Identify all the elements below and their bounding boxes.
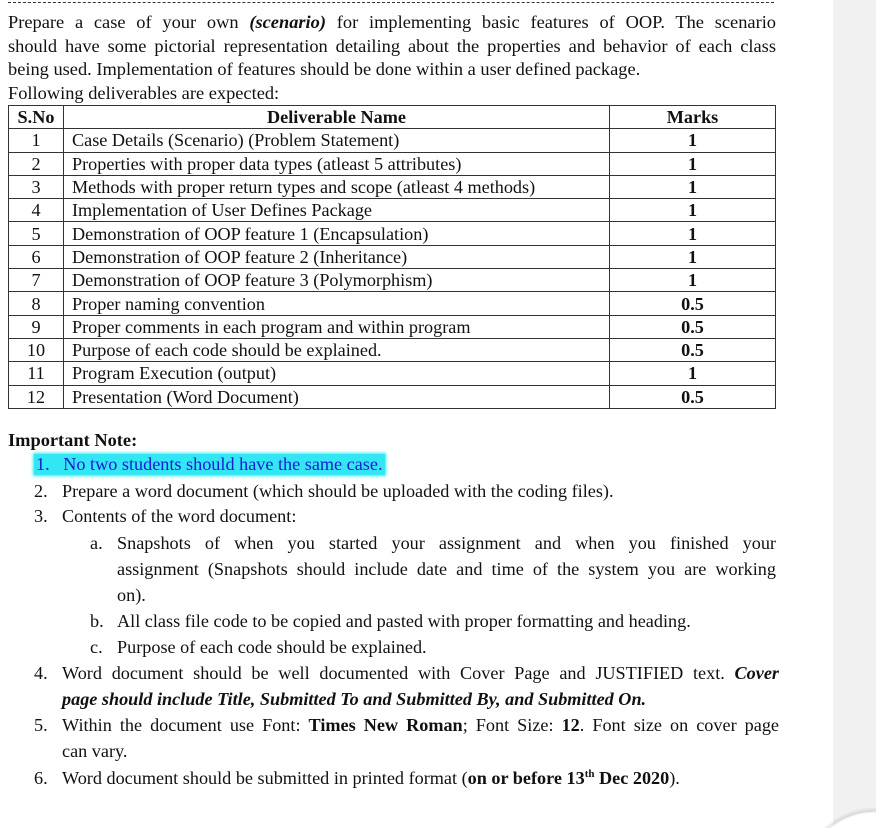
header-marks: Marks	[610, 106, 776, 129]
header-deliverable-name: Deliverable Name	[64, 106, 610, 129]
note-number: 5.	[34, 715, 48, 735]
row-sno: 9	[9, 315, 64, 338]
note-number: 4.	[34, 663, 48, 683]
row-sno: 3	[9, 175, 64, 198]
note-text-bold-italic: Cover	[734, 663, 779, 683]
intro-line-3: being used. Implementation of features should be done within a user defined package.	[8, 59, 641, 79]
table-row	[9, 338, 776, 361]
due-date-ordinal: th	[584, 767, 595, 780]
row-marks: 1	[610, 269, 776, 292]
table-row	[9, 385, 776, 408]
row-deliverable-name: Program Execution (output)	[64, 362, 610, 385]
table-row	[9, 129, 776, 152]
table-row	[9, 245, 776, 268]
row-sno: 8	[9, 292, 64, 315]
row-sno: 4	[9, 199, 64, 222]
note-number: 3.	[34, 506, 48, 526]
table-row	[9, 175, 776, 198]
row-deliverable-name: Properties with proper data types (atleast 5 attributes)	[64, 152, 610, 175]
note-line	[62, 660, 779, 686]
intro-paragraph	[8, 11, 776, 105]
note-text-plain: ).	[669, 768, 680, 788]
subitem-letter: c.	[90, 637, 103, 657]
note-text-plain: Within the document use Font:	[62, 715, 309, 735]
row-marks: 0.5	[610, 338, 776, 361]
page-margin-band	[833, 0, 876, 828]
scenario-emphasis: (scenario)	[249, 12, 326, 32]
row-marks: 0.5	[610, 385, 776, 408]
note-number: 6.	[34, 768, 48, 788]
table-row	[9, 269, 776, 292]
row-marks: 0.5	[610, 315, 776, 338]
row-marks: 1	[610, 245, 776, 268]
floating-action-button[interactable]	[800, 800, 876, 828]
row-marks: 1	[610, 129, 776, 152]
font-name-bold: Times New Roman	[308, 715, 463, 735]
table-row	[9, 315, 776, 338]
note-text-bold-italic: page should include Title, Submitted To and Submitted By, and Submitted On.	[62, 689, 647, 709]
note-text: No two students should have the same case.	[63, 454, 383, 474]
row-marks: 1	[610, 222, 776, 245]
note-line	[62, 712, 779, 738]
row-deliverable-name: Demonstration of OOP feature 3 (Polymorphism)	[64, 269, 610, 292]
subitem-line: assignment (Snapshots should include date and time of the system you are working	[117, 559, 776, 579]
subitem-letter: b.	[90, 611, 104, 631]
note-text: Contents of the word document:	[62, 506, 297, 526]
note-text-plain: . Font size on cover page	[579, 715, 779, 735]
note-text-plain: ; Font Size:	[462, 715, 562, 735]
subitem-text	[117, 530, 776, 608]
section-divider	[8, 2, 774, 3]
row-marks: 1	[610, 175, 776, 198]
row-sno: 1	[9, 129, 64, 152]
row-deliverable-name: Demonstration of OOP feature 2 (Inheritance)	[64, 245, 610, 268]
note-text	[62, 712, 779, 764]
header-sno: S.No	[9, 106, 64, 129]
table-row	[9, 222, 776, 245]
table-row	[9, 152, 776, 175]
intro-text: for implementing basic features of OOP. The scenario	[325, 12, 777, 32]
row-deliverable-name: Proper naming convention	[64, 292, 610, 315]
intro-line-1	[8, 11, 776, 35]
highlighted-note	[34, 454, 385, 475]
row-sno: 10	[9, 338, 64, 361]
row-deliverable-name: Case Details (Scenario) (Problem Statement)	[64, 129, 610, 152]
row-sno: 5	[9, 222, 64, 245]
table-header-row	[9, 106, 776, 129]
deliverables-table	[8, 105, 776, 409]
row-deliverable-name: Implementation of User Defines Package	[64, 199, 610, 222]
row-sno: 2	[9, 152, 64, 175]
important-note-heading: Important Note:	[8, 430, 138, 450]
subitem-letter: a.	[90, 533, 103, 553]
intro-text: Prepare a case of your own	[8, 12, 250, 32]
subitem-line: Snapshots of when you started your assignment and when you finished your	[117, 533, 776, 553]
row-marks: 1	[610, 152, 776, 175]
note-line: can vary.	[62, 741, 128, 761]
intro-line-2: should have some pictorial representation detailing about the properties and behavior of each class	[8, 35, 776, 56]
row-deliverable-name: Purpose of each code should be explained.	[64, 338, 610, 361]
note-text	[62, 765, 779, 791]
note-item-1	[34, 451, 779, 477]
font-size-bold: 12	[561, 715, 580, 735]
row-sno: 7	[9, 269, 64, 292]
row-sno: 6	[9, 245, 64, 268]
note-text	[62, 660, 779, 712]
due-date-part: Dec 2020	[594, 768, 670, 788]
table-row	[9, 199, 776, 222]
row-deliverable-name: Presentation (Word Document)	[64, 385, 610, 408]
row-deliverable-name: Demonstration of OOP feature 1 (Encapsulation)	[64, 222, 610, 245]
note-text-plain: Word document should be submitted in printed format (	[62, 768, 468, 788]
intro-line-4: Following deliverables are expected:	[8, 82, 280, 103]
row-deliverable-name: Proper comments in each program and within program	[64, 315, 610, 338]
note-text: Prepare a word document (which should be uploaded with the coding files).	[62, 481, 614, 501]
table-row	[9, 292, 776, 315]
row-sno: 11	[9, 362, 64, 385]
subitem-text: Purpose of each code should be explained.	[117, 637, 427, 657]
row-marks: 1	[610, 199, 776, 222]
row-marks: 0.5	[610, 292, 776, 315]
row-marks: 1	[610, 362, 776, 385]
row-deliverable-name: Methods with proper return types and scope (atleast 4 methods)	[64, 175, 610, 198]
note-text-plain: Word document should be well documented with Cover Page and JUSTIFIED text.	[62, 663, 735, 683]
note-number: 2.	[34, 481, 48, 501]
due-date	[468, 768, 670, 788]
table-row	[9, 362, 776, 385]
row-sno: 12	[9, 385, 64, 408]
note-number: 1.	[36, 454, 50, 474]
subitem-text: All class file code to be copied and pasted with proper formatting and heading.	[117, 611, 691, 631]
subitem-line: on).	[117, 585, 146, 605]
due-date-part: on or before 13	[467, 768, 585, 788]
